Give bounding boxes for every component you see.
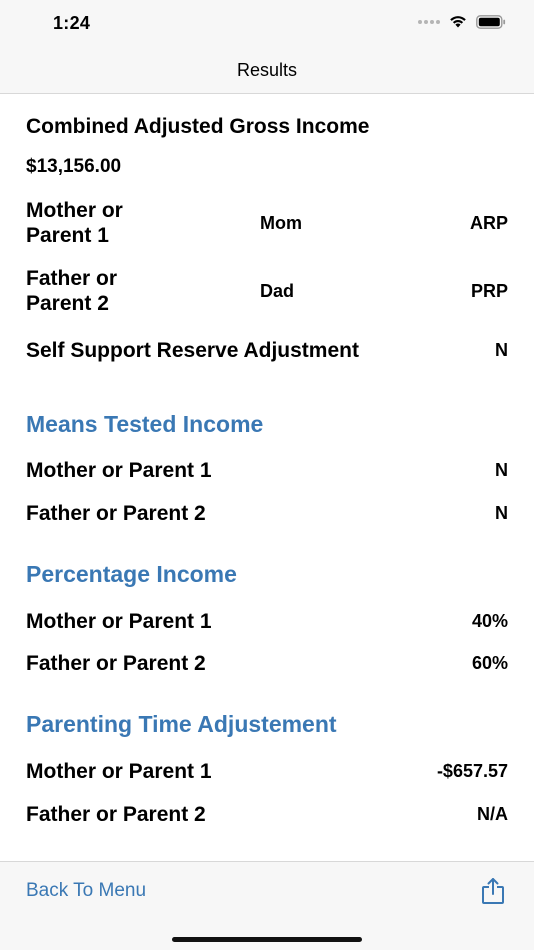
row-label: Mother or Parent 1 (26, 609, 212, 633)
results-content[interactable] (0, 94, 534, 861)
parenting-time-row-1 (26, 757, 508, 785)
row-label: Father or Parent 2 (26, 501, 206, 525)
row-label: Mother or Parent 1 (26, 759, 212, 783)
parenting-time-row-2 (26, 800, 508, 828)
section-title-parenting-time: Parenting Time Adjustement (26, 711, 337, 737)
ssr-label: Self Support Reserve Adjustment (26, 338, 359, 362)
section-title-means-tested: Means Tested Income (26, 411, 264, 437)
percentage-row-2 (26, 649, 508, 677)
battery-icon (476, 15, 506, 29)
row-label: Mother or Parent 1 (26, 458, 212, 482)
status-bar (0, 0, 534, 50)
home-indicator (172, 937, 362, 942)
row-label: Father or Parent 2 (26, 651, 206, 675)
row-value: 60% (471, 652, 508, 673)
parent-1-name: Mom (260, 212, 302, 233)
bottom-toolbar (0, 861, 534, 950)
ssr-value: N (495, 339, 508, 360)
combined-income-label: Combined Adjusted Gross Income (26, 115, 370, 138)
parent-1-code: ARP (469, 212, 508, 233)
back-to-menu-button[interactable]: Back To Menu (26, 880, 147, 901)
parent-2-label: Father or Parent 2 (26, 267, 118, 315)
row-value: N (495, 459, 508, 480)
row-label: Father or Parent 2 (26, 802, 206, 826)
signal-dots-icon (418, 20, 440, 24)
row-value: -$657.57 (436, 760, 508, 781)
navigation-bar (0, 50, 534, 94)
means-tested-row-1 (26, 456, 508, 484)
row-value: N (495, 502, 508, 523)
percentage-row-1 (26, 607, 508, 635)
parent-1-label: Mother or Parent 1 (26, 199, 123, 247)
parent-1-row (26, 198, 508, 248)
means-tested-row-2 (26, 499, 508, 527)
status-time: 1:24 (53, 13, 91, 33)
parent-2-name: Dad (260, 280, 295, 301)
page-title: Results (236, 60, 298, 80)
combined-income-value-row (26, 156, 508, 178)
share-icon[interactable] (480, 877, 506, 905)
wifi-icon (448, 14, 468, 29)
parent-2-row (26, 266, 508, 316)
ssr-row (26, 336, 508, 364)
parent-2-code: PRP (470, 280, 508, 301)
combined-income-value: $13,156.00 (26, 156, 122, 177)
row-value: N/A (477, 803, 508, 824)
combined-income-heading-row (26, 114, 508, 139)
status-icons (418, 14, 506, 29)
row-value: 40% (471, 610, 508, 631)
section-title-percentage-income: Percentage Income (26, 561, 237, 587)
